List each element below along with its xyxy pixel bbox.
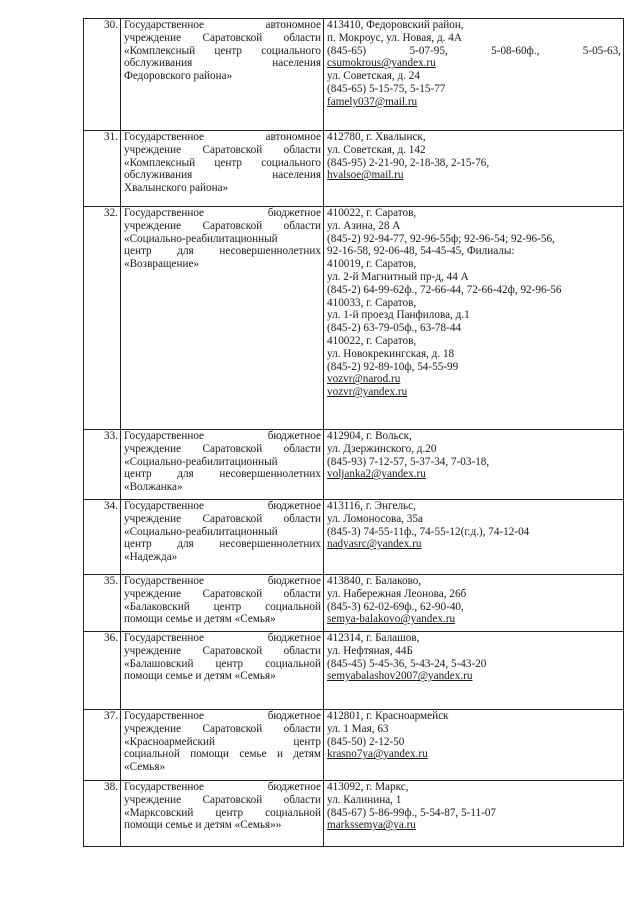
contact-line: 410019, г. Саратов, [327,258,417,271]
institution-name-line: помощи семье и детям «Семья» [124,613,276,626]
email-link[interactable]: famely037@mail.ru [327,95,418,108]
table-row [84,710,624,781]
institution-name-cell [121,19,324,131]
contact-phone-line [327,45,621,58]
email-link[interactable]: semyabalashov2007@yandex.ru [327,670,473,683]
table-row [84,632,624,710]
email-link[interactable]: csumokrous@yandex.ru [327,57,436,70]
institution-name-line: центр для несовершеннолетних [124,245,321,258]
contact-line: ул. Дзержинского, д.20 [327,442,437,455]
institution-name-line: учреждение Саратовской области [124,143,321,156]
institution-name-line: Государственное бюджетное [124,500,321,512]
institution-name-line: социальной помощи семье и детям [124,748,321,761]
institution-name-cell [121,207,324,430]
contact-line: 413840, г. Балаково, [327,575,422,587]
institution-name-line: Государственное бюджетное [124,632,321,644]
contact-line: ул. Нефтяная, 44Б [327,644,413,657]
institution-name-line: Государственное бюджетное [124,430,321,442]
contact-line: (845-45) 5-45-36, 5-43-24, 5-43-20 [327,657,487,670]
contact-line: (845-95) 2-21-90, 2-18-38, 2-15-76, [327,156,490,169]
table-row [84,131,624,207]
email-link[interactable]: vozvr@yandex.ru [327,386,408,399]
institution-name-line: Государственное бюджетное [124,781,321,793]
institution-name-line: учреждение Саратовской области [124,722,321,735]
institution-name-line: «Марксовский центр социальной [124,806,321,819]
contact-line: (845-2) 63-79-05ф., 63-78-44 [327,322,462,335]
contact-cell [324,781,624,847]
institution-name-line: «Балаковский центр социальной [124,600,321,613]
institution-name-line: «Возвращение» [124,258,200,271]
table-row [84,207,624,430]
row-number: 31. [84,131,121,207]
contact-line: (845-2) 92-94-77, 92-96-55ф; 92-96-54; 92-96-56, [327,232,555,245]
institution-name-line: «Социально-реабилитационный [124,525,278,538]
institution-name-line: «Балашовский центр социальной [124,657,321,670]
institution-name-line: учреждение Саратовской области [124,512,321,525]
institution-name-cell [121,131,324,207]
contact-line: 410022, г. Саратов, [327,207,417,219]
contact-line: ул. 2-й Магнитный пр-д, 44 А [327,270,469,283]
institution-name-line: Государственное бюджетное [124,710,321,722]
contact-line: (845-3) 74-55-11ф., 74-55-12(г.д.), 74-12-04 [327,525,530,538]
contact-line: (845-93) 7-12-57, 5-37-34, 7-03-18, [327,455,490,468]
row-number: 34. [84,500,121,575]
table-row [84,430,624,500]
contact-line: ул. Ломоносова, 35а [327,512,423,525]
institution-name-line: учреждение Саратовской области [124,587,321,600]
institution-name-line: учреждение Саратовской области [124,442,321,455]
institution-name-line: помощи семье и детям «Семья»» [124,819,282,832]
institution-name-line: обслуживания населения [124,57,321,70]
institution-name-line: Государственное автономное [124,19,321,31]
institution-name-cell [121,632,324,710]
institution-name-line: «Комплексный центр социального [124,156,321,169]
institution-name-line: «Социально-реабилитационный [124,455,278,468]
email-link[interactable]: markssemya@ya.ru [327,819,416,832]
contact-cell [324,710,624,781]
email-link[interactable]: nadyasrc@yandex.ru [327,538,422,551]
row-number: 35. [84,575,121,632]
institution-name-line: «Волжанка» [124,481,183,494]
contact-cell [324,430,624,500]
table-row [84,500,624,575]
institution-name-line: учреждение Саратовской области [124,31,321,44]
contact-line: 412314, г. Балашов, [327,632,420,644]
institution-name-cell [121,575,324,632]
institution-name-line: центр для несовершеннолетних [124,468,321,481]
contact-cell [324,632,624,710]
contact-cell [324,575,624,632]
phone-part: 5-05-63, [582,44,621,57]
institution-name-line: обслуживания населения [124,169,321,182]
contact-line: (845-50) 2-12-50 [327,735,405,748]
institution-name-line: помощи семье и детям «Семья» [124,670,276,683]
institution-name-line: «Красноармейский центр [124,735,321,748]
table-row [84,781,624,847]
email-link[interactable]: vozvr@narod.ru [327,373,401,386]
contact-line: ул. 1-й проезд Панфилова, д.1 [327,309,470,322]
contact-line: (845-67) 5-86-99ф., 5-54-87, 5-11-07 [327,806,497,819]
contact-line: ул. Новокрекингская, д. 18 [327,347,455,360]
contact-line: 412904, г. Вольск, [327,430,412,442]
institution-name-line: учреждение Саратовской области [124,644,321,657]
institution-name-line: «Социально-реабилитационный [124,232,278,245]
phone-part: 5-07-95, [409,44,448,57]
institution-name-cell [121,430,324,500]
contact-line: ул. Калинина, 1 [327,793,402,806]
contact-line: ул. Азина, 28 А [327,219,401,232]
institution-name-line: учреждение Саратовской области [124,219,321,232]
contact-line: 410022, г. Саратов, [327,334,417,347]
row-number: 36. [84,632,121,710]
contact-cell [324,500,624,575]
row-number: 38. [84,781,121,847]
contact-line: 412801, г. Красноармейск [327,710,449,722]
institution-name-line: учреждение Саратовской области [124,793,321,806]
institution-name-cell [121,710,324,781]
contact-line: 412780, г. Хвалынск, [327,131,426,143]
institution-name-line: Государственное автономное [124,131,321,143]
contact-line: ул. Советская, д. 142 [327,143,426,156]
contact-line: ул. Советская, д. 24 [327,70,420,83]
contact-line: (845-65) 5-15-75, 5-15-77 [327,82,446,95]
email-link[interactable]: voljanka2@yandex.ru [327,468,426,481]
table-row [84,19,624,131]
email-link[interactable]: krasno7ya@yandex.ru [327,748,428,761]
contact-line: ул. Набережная Леонова, 26б [327,587,467,600]
institution-name-cell [121,781,324,847]
contact-line: (845-2) 92-89-10ф, 54-55-99 [327,360,459,373]
contact-cell [324,207,624,430]
institution-name-line: «Надежда» [124,551,178,564]
contact-line: 410033, г. Саратов, [327,296,417,309]
institution-name-line: центр для несовершеннолетних [124,538,321,551]
institutions-table [83,18,624,847]
phone-part: (845-65) [327,44,367,57]
row-number: 32. [84,207,121,430]
institution-name-line: «Комплексный центр социального [124,44,321,57]
institution-name-line: «Семья» [124,761,166,774]
institution-name-line: Государственное бюджетное [124,207,321,219]
contact-line: ул. 1 Мая, 63 [327,722,389,735]
contact-cell [324,131,624,207]
row-number: 37. [84,710,121,781]
contact-line: (845-3) 62-02-69ф., 62-90-40, [327,600,464,613]
institution-name-line: Федоровского района» [124,70,233,83]
email-link[interactable]: hvalsoe@mail.ru [327,169,404,182]
institution-name-cell [121,500,324,575]
contact-line: п. Мокроус, ул. Новая, д. 4А [327,31,462,44]
contact-line: 413116, г. Энгельс, [327,500,416,512]
contact-cell [324,19,624,131]
institution-name-line: Государственное бюджетное [124,575,321,587]
institution-name-line: Хвалынского района» [124,182,229,195]
contact-line: 413092, г. Маркс, [327,781,409,793]
institutions-table-body [84,19,624,847]
contact-line: (845-2) 64-99-62ф., 72-66-44, 72-66-42ф, 92-96-56 [327,283,562,296]
phone-part: 5-08-60ф., [491,44,540,57]
row-number: 30. [84,19,121,131]
row-number: 33. [84,430,121,500]
contact-line: 413410, Федоровский район, [327,19,464,31]
contact-line: 92-16-58, 92-06-48, 54-45-45, Филиалы: [327,245,515,258]
table-row [84,575,624,632]
email-link[interactable]: semya-balakovo@yandex.ru [327,613,456,626]
